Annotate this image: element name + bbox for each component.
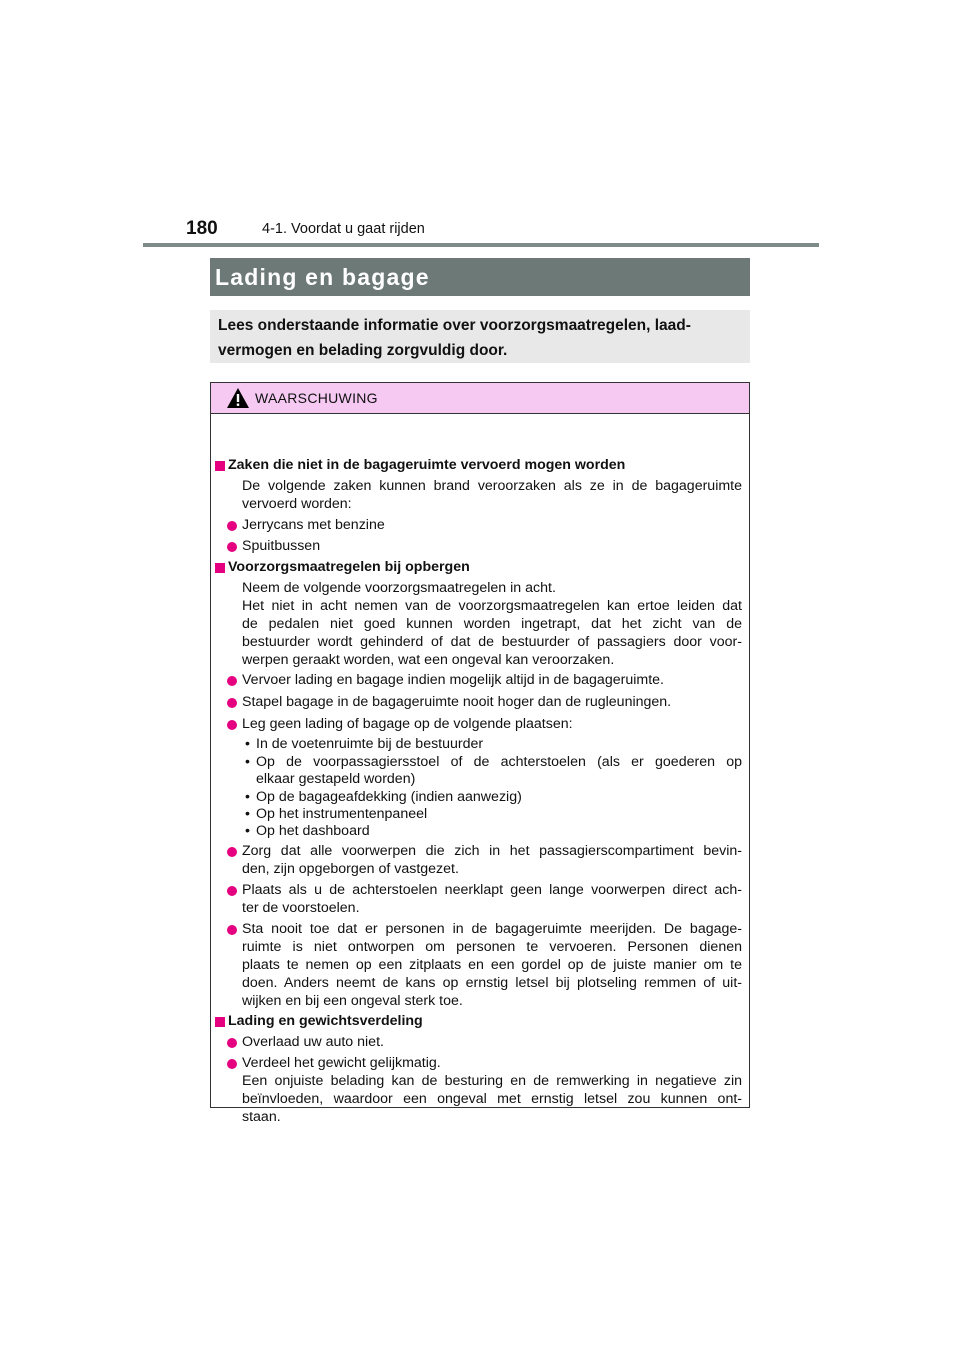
circle-bullet-icon <box>227 1059 237 1069</box>
sub-bullet-text: Op de voorpassagiersstoel of de achterstoelen (als er goederen op <box>256 754 742 770</box>
sub-bullet-icon: • <box>245 754 250 770</box>
intro-line: Lees onderstaande informatie over voorzorgsmaatregelen, laad- <box>218 317 691 334</box>
circle-bullet-icon <box>227 676 237 686</box>
circle-bullet-icon <box>227 925 237 935</box>
bullet-text: Verdeel het gewicht gelijkmatig. <box>242 1055 441 1071</box>
bullet-text: Plaats als u de achterstoelen neerklapt geen lange voorwerpen direct ach- <box>242 882 742 898</box>
section-heading-text: Voorzorgsmaatregelen bij opbergen <box>228 559 470 575</box>
paragraph-line: De volgende zaken kunnen brand veroorzaken als ze in de bagageruimte <box>242 478 742 494</box>
bullet-text: Leg geen lading of bagage op de volgende plaatsen: <box>242 716 573 732</box>
page-number: 180 <box>186 218 218 239</box>
warning-header <box>211 383 749 414</box>
paragraph-line: den, zijn opgeborgen of vastgezet. <box>242 861 459 877</box>
bullet-text: Zorg dat alle voorwerpen die zich in het passagierscompartiment bevin- <box>242 843 742 859</box>
circle-bullet-icon <box>227 698 237 708</box>
paragraph-line: bestuurder wordt gehinderd of dat de bestuurder of passagiers door voor- <box>242 634 742 650</box>
page-title: Lading en bagage <box>210 258 750 296</box>
sub-bullet-icon: • <box>245 823 250 839</box>
paragraph-line: vervoerd worden: <box>242 496 352 512</box>
paragraph-line: wijken en bij een ongeval sterk toe. <box>242 993 463 1009</box>
paragraph-line: ter de voorstoelen. <box>242 900 360 916</box>
sub-bullet-text: Op het instrumentenpaneel <box>256 806 428 822</box>
paragraph-line: Het niet in acht nemen van de voorzorgsmaatregelen kan ertoe leiden dat <box>242 598 742 614</box>
circle-bullet-icon <box>227 847 237 857</box>
bullet-text: Vervoer lading en bagage indien mogelijk altijd in de bagageruimte. <box>242 672 664 688</box>
bullet-text: Stapel bagage in de bagageruimte nooit hoger dan de rugleuningen. <box>242 694 672 710</box>
circle-bullet-icon <box>227 521 237 531</box>
paragraph-line: plaats te nemen op een zitplaats en een gordel op de juiste manier om te <box>242 957 742 973</box>
circle-bullet-icon <box>227 542 237 552</box>
sub-bullet-text: Op de bagageafdekking (indien aanwezig) <box>256 789 522 805</box>
warning-label: WAARSCHUWING <box>255 390 378 406</box>
bullet-text: Sta nooit toe dat er personen in de bagageruimte meerijden. De bagage- <box>242 921 742 937</box>
square-bullet-icon <box>215 563 225 573</box>
paragraph-line: werpen geraakt worden, wat een ongeval kan veroorzaken. <box>242 652 615 668</box>
sub-bullet-text: In de voetenruimte bij de bestuurder <box>256 736 484 752</box>
paragraph-line: Een onjuiste belading kan de besturing en de remwerking in negatieve zin <box>242 1073 742 1089</box>
section-heading-text: Zaken die niet in de bagageruimte vervoerd mogen worden <box>228 457 626 473</box>
sub-bullet-icon: • <box>245 736 250 752</box>
paragraph-line: doen. Anders neemt de kans op ernstig letsel bij plotseling remmen of uit- <box>242 975 742 991</box>
square-bullet-icon <box>215 461 225 471</box>
sub-bullet-icon: • <box>245 789 250 805</box>
sub-bullet-icon: • <box>245 806 250 822</box>
paragraph-line: de pedalen niet goed kunnen worden ingetrapt, dat het zicht van de <box>242 616 742 632</box>
bullet-text: Jerrycans met benzine <box>242 517 385 533</box>
intro-box <box>210 310 750 363</box>
bullet-text: Overlaad uw auto niet. <box>242 1034 384 1050</box>
circle-bullet-icon <box>227 886 237 896</box>
circle-bullet-icon <box>227 720 237 730</box>
paragraph-line: beïnvloeden, waardoor een ongeval met ernstig letsel zou kunnen ont- <box>242 1091 742 1107</box>
square-bullet-icon <box>215 1017 225 1027</box>
section-heading: 4-1. Voordat u gaat rijden <box>262 221 425 237</box>
header-rule <box>143 243 819 247</box>
bullet-text: Spuitbussen <box>242 538 321 554</box>
section-heading-text: Lading en gewichtsverdeling <box>228 1013 423 1029</box>
paragraph-line: staan. <box>242 1109 281 1125</box>
sub-bullet-text: Op het dashboard <box>256 823 370 839</box>
circle-bullet-icon <box>227 1038 237 1048</box>
paragraph-line: Neem de volgende voorzorgsmaatregelen in acht. <box>242 580 556 596</box>
sub-bullet-text: elkaar gestapeld worden) <box>256 771 416 787</box>
intro-line: vermogen en belading zorgvuldig door. <box>218 342 508 359</box>
warning-triangle-icon <box>226 387 250 409</box>
paragraph-line: ruimte is niet ontworpen om personen te vervoeren. Personen dienen <box>242 939 742 955</box>
warning-box <box>210 382 750 1125</box>
